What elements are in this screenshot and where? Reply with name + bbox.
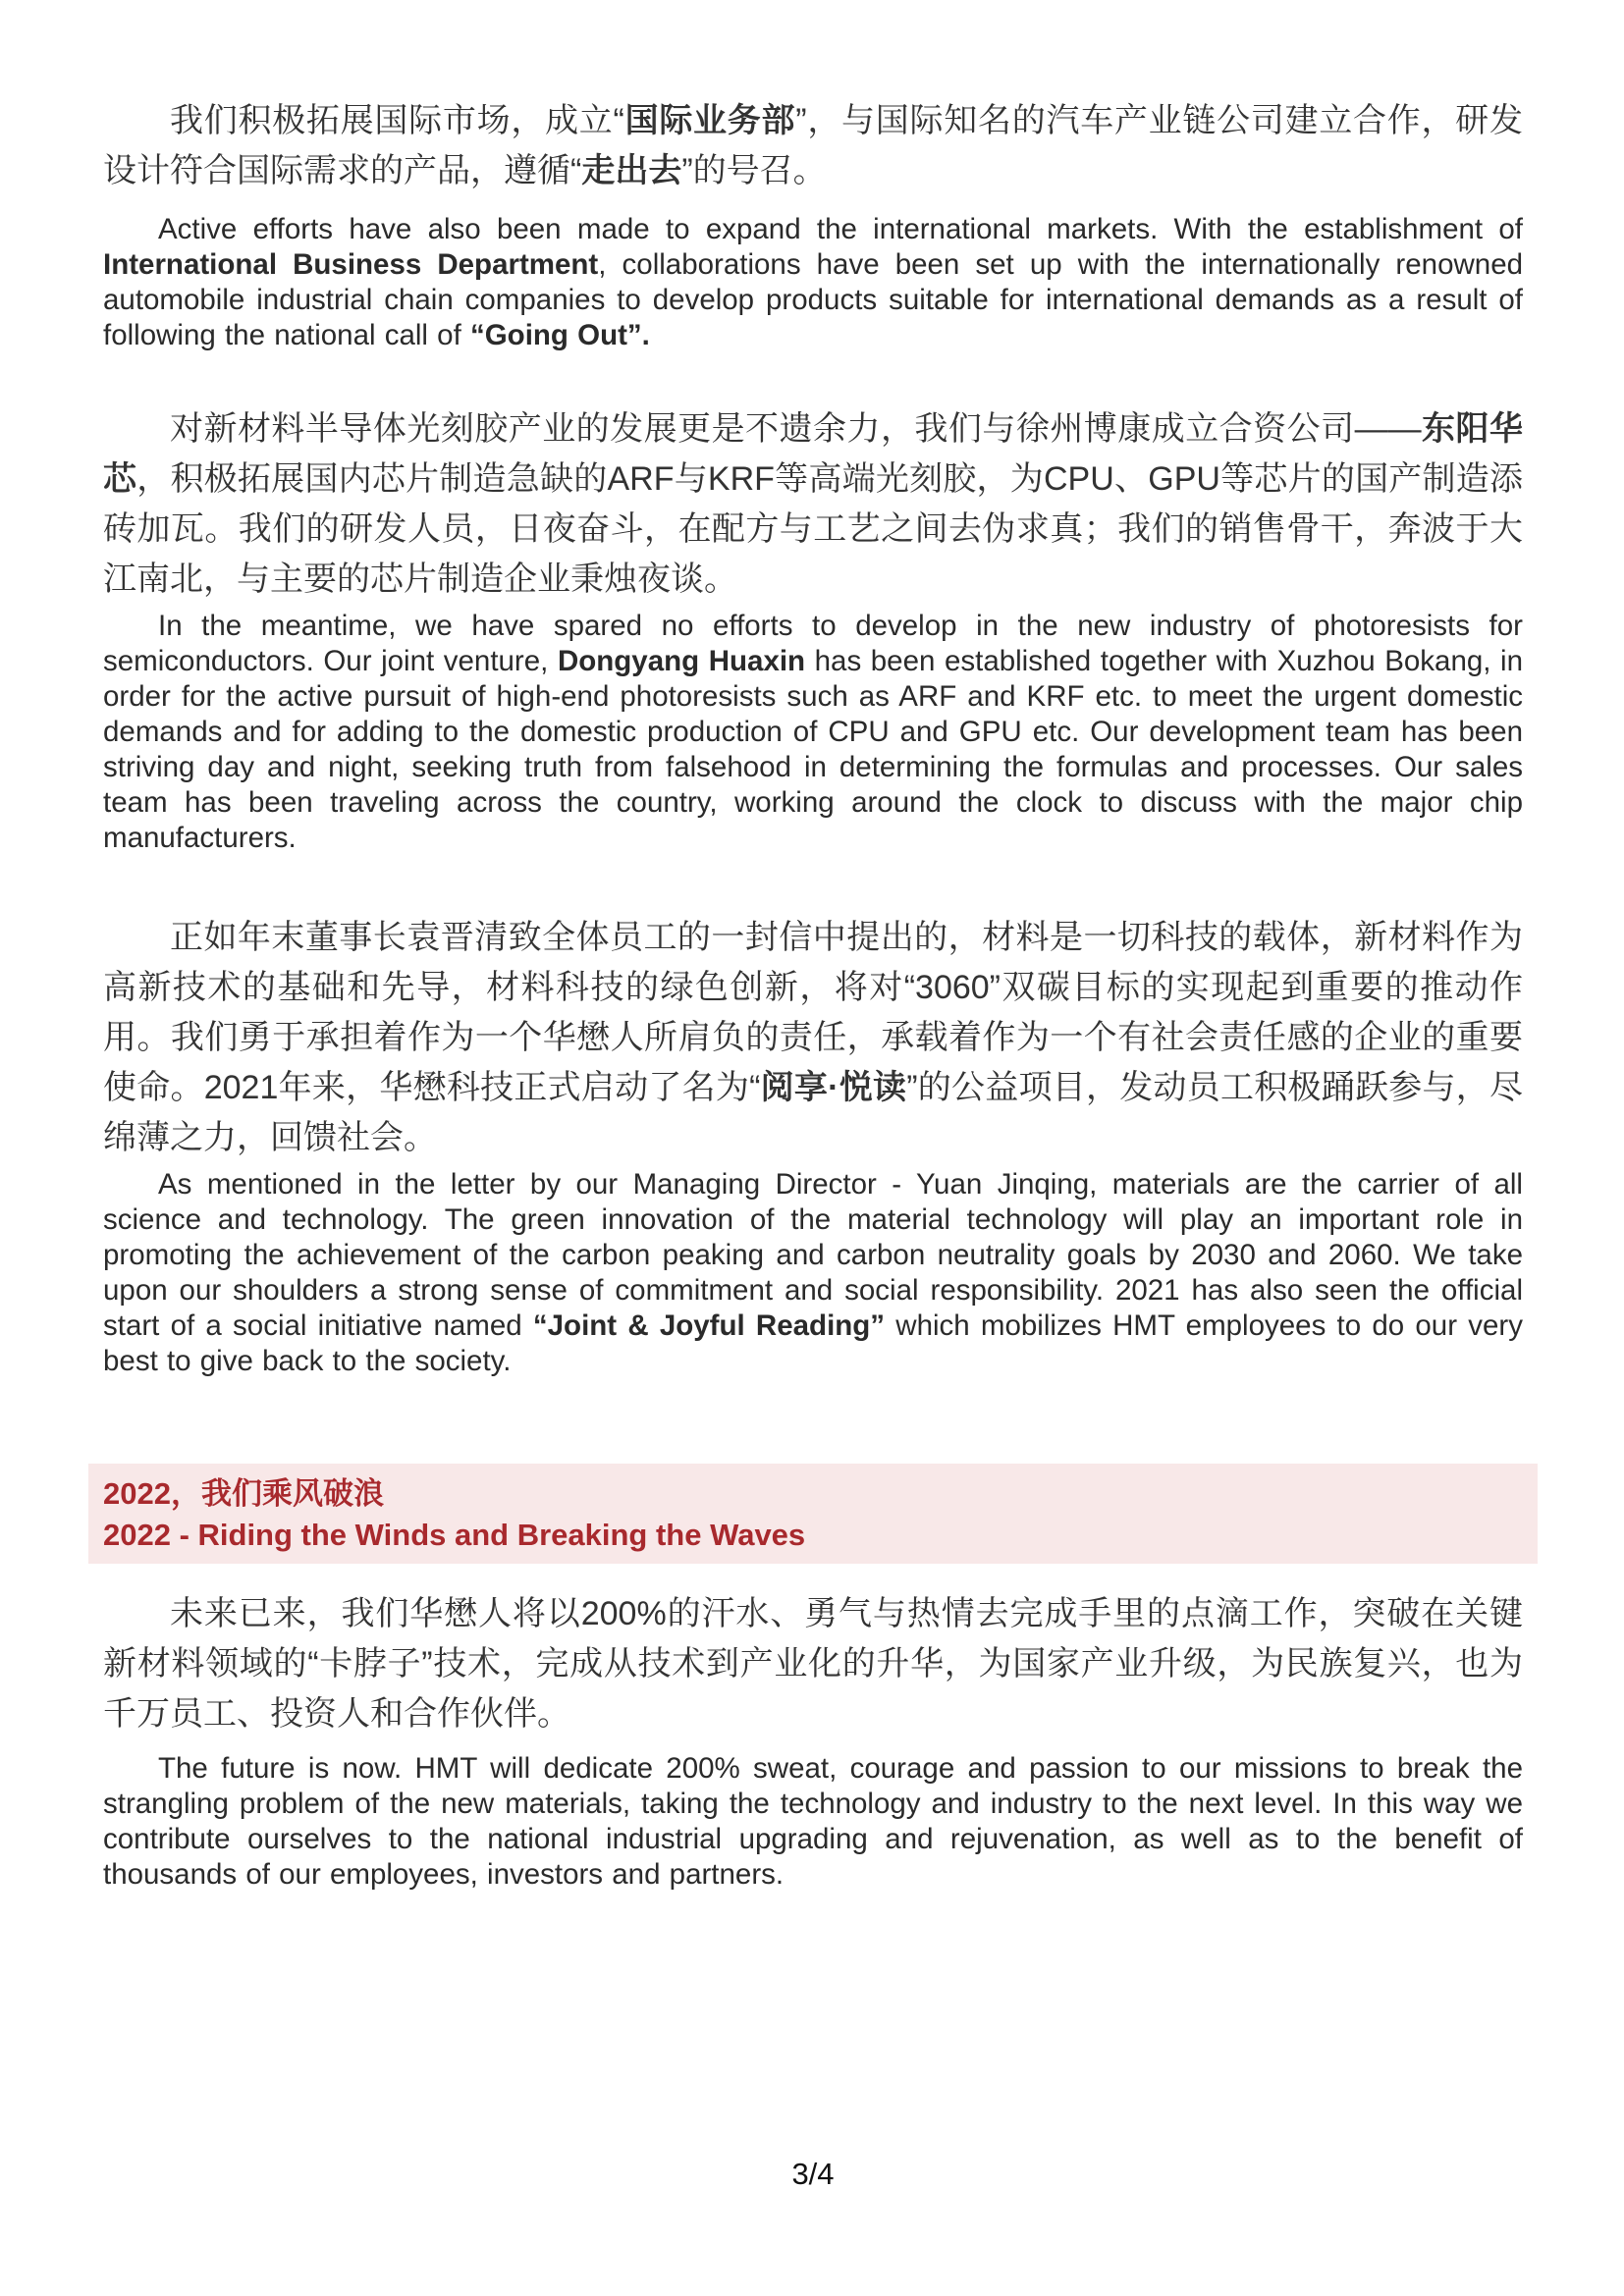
text-run: , collaborations have been set up with the internationally renowned automobile industrial chain companies to develop products suitable for international demands as a result of following the national call of (103, 248, 1524, 351)
section-heading-en: 2022 - Riding the Winds and Breaking the Waves (103, 1518, 806, 1552)
text-run-bold: 东阳华芯 (103, 410, 1523, 498)
paragraph-zh-materials-responsibility (103, 913, 1523, 1163)
text-run: Active efforts have also been made to expand the international markets. With the establishment of (158, 213, 1523, 245)
paragraph-zh-future (103, 1589, 1523, 1739)
paragraph-en-future (103, 1751, 1523, 1893)
text-run: As mentioned in the letter by our Managing Director - Yuan Jinqing, materials are the carrier of all science and technology. The green innovation of the material technology will play an important role in promoting the achievement of the carbon peaking and carbon neutrality goals by 2030 and 2060. We take upon our shoulders a strong sense of commitment and social responsibility. 2021 has also seen the official start of a social initiative named (103, 1168, 1523, 1342)
text-run: ”的号召。 (681, 152, 827, 189)
text-run: has been established together with Xuzhou Bokang, in order for the active pursuit of high-end photoresists such as ARF and KRF etc. to meet the urgent domestic demands and for adding to the domestic production of CPU and GPU etc. Our development team has been striving day and night, seeking truth from falsehood in determining the formulas and processes. Our sales team has been traveling across the country, working around the clock to discuss with the major chip manufacturers. (103, 645, 1523, 854)
text-run: 对新材料半导体光刻胶产业的发展更是不遗余力，我们与徐州博康成立合资公司—— (170, 410, 1422, 448)
highlight-band (88, 1464, 1538, 1564)
paragraph-zh-international-markets (103, 96, 1523, 196)
text-run-bold: International Business Department (103, 248, 599, 281)
text-run: ”，与国际知名的汽车产业链公司建立合作，研发设计符合国际需求的产品，遵循“ (103, 102, 1523, 189)
text-run-bold: “Going Out”. (469, 319, 650, 351)
page-number: 3/4 (791, 2157, 835, 2191)
paragraph-en-materials-responsibility (103, 1167, 1523, 1379)
text-run: 未来已来，我们华懋人将以200%的汗水、勇气与热情去完成手里的点滴工作，突破在关键新材料领域的“卡脖子”技术，完成从技术到产业化的升华，为国家产业升级，为民族复兴，也为千万员工、投资人和合作伙伴。 (103, 1595, 1523, 1733)
text-run: In the meantime, we have spared no efforts to develop in the new industry of photoresists for semiconductors. Our joint venture, (103, 610, 1523, 677)
text-run-bold: 国际业务部 (623, 102, 796, 139)
document-page (103, 96, 1523, 1893)
paragraph-en-photoresist (103, 609, 1523, 856)
paragraph-zh-photoresist (103, 404, 1523, 605)
text-run: ”的公益项目，发动员工积极踊跃参与，尽绵薄之力，回馈社会。 (103, 1069, 1523, 1156)
text-run-bold: 走出去 (581, 152, 682, 189)
text-run: which mobilizes HMT employees to do our very best to give back to the society. (103, 1309, 1523, 1377)
text-run: ，积极拓展国内芯片制造急缺的ARF与KRF等高端光刻胶，为CPU、GPU等芯片的国产制造添砖加瓦。我们的研发人员，日夜奋斗，在配方与工艺之间去伪求真；我们的销售骨干，奔波于大江南北，与主要的芯片制造企业秉烛夜谈。 (103, 460, 1523, 598)
text-run: The future is now. HMT will dedicate 200% sweat, courage and passion to our missions to break the strangling problem of the new materials, taking the technology and industry to the next level. In this way we contribute ourselves to the national industrial upgrading and rejuvenation, as well as to the benefit of thousands of our employees, investors and partners. (103, 1752, 1523, 1891)
text-run: 正如年末董事长袁晋清致全体员工的一封信中提出的，材料是一切科技的载体，新材料作为高新技术的基础和先导，材料科技的绿色创新，将对“3060”双碳目标的实现起到重要的推动作用。我们勇于承担着作为一个华懋人所肩负的责任，承载着作为一个有社会责任感的企业的重要使命。2021年来，华懋科技正式启动了名为“ (103, 919, 1523, 1106)
text-run-bold: 阅享·悦读 (760, 1069, 907, 1106)
text-run: 我们积极拓展国际市场，成立“ (170, 102, 624, 139)
text-run-bold: Dongyang Huaxin (557, 645, 806, 677)
section-heading-zh: 2022，我们乘风破浪 (103, 1476, 384, 1511)
text-run-bold: “Joint & Joyful Reading” (532, 1309, 886, 1342)
paragraph-en-international-markets (103, 212, 1523, 353)
